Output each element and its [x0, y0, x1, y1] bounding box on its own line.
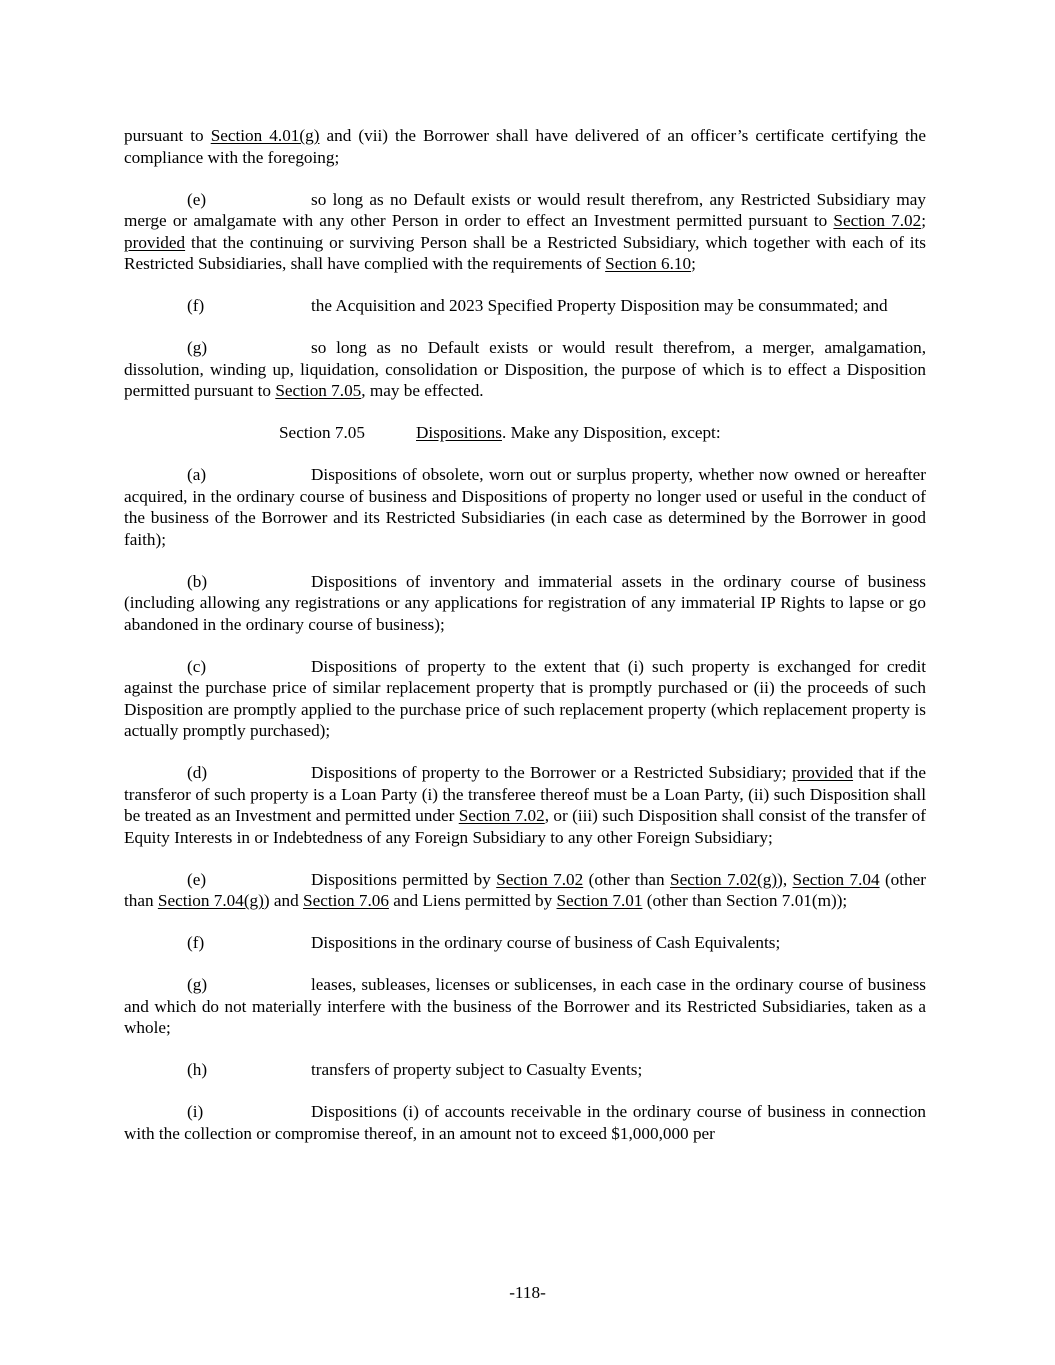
clause-label: (e) [187, 189, 207, 209]
clause-label: (b) [187, 571, 208, 591]
section-reference: Section 7.01 [556, 891, 643, 910]
clause-7-05-i: (i) Dispositions (i) of accounts receivable in the ordinary course of business in connection with the collection or compromise thereof, in an amount not to exceed $1,000,000 per [124, 1102, 926, 1143]
section-title: Dispositions [416, 423, 502, 442]
section-reference: Section 7.02 [496, 869, 584, 889]
clause-7-05-c: (c) Dispositions of property to the extent that (i) such property is exchanged for credit against the purchase price of similar replacement property that is promptly purchased or (ii) the proceeds of such Disposition are promptly applied to the purchase price of such replacement property (which replacement property is actually promptly purchased); [124, 656, 926, 740]
clause-7-05-e: (e) Dispositions permitted by Section 7.02 (other than Section 7.02(g)), Section 7.04 (other than Section 7.04(g)) and Section 7.06 and Liens permitted by Section 7.01 (other than Section 7.01(m)); [124, 869, 926, 910]
clause-7-05-a: (a) Dispositions of obsolete, worn out or surplus property, whether now owned or hereafter acquired, in the ordinary course of business and Dispositions of property no longer used or useful in the conduct of the business of the Borrower and its Restricted Subsidiaries (in each case as determined by the Borrower in good faith); [124, 465, 926, 549]
clause-label: (c) [187, 656, 207, 676]
section-reference: Section 4.01(g) [210, 126, 320, 145]
proviso-term: provided [124, 232, 186, 252]
section-reference: Section 7.02(g) [670, 869, 778, 889]
clause-label: (e) [187, 869, 207, 889]
clause-label: (d) [187, 763, 208, 782]
section-reference: Section 7.04 [792, 869, 880, 889]
continuation-paragraph: pursuant to Section 4.01(g) and (vii) the Borrower shall have delivered of an officer’s certificate certifying the compliance with the foregoing; [124, 126, 926, 167]
clause-label: (h) [187, 1060, 208, 1079]
clause-7-05-d: (d) Dispositions of property to the Borrower or a Restricted Subsidiary; provided that if the transferor of such property is a Loan Party (i) the transferee thereof must be a Loan Party, (ii) such Disposition shall be treated as an Investment and permitted under Section 7.02, or (iii) such Disposition shall consist of the transfer of Equity Interests in or Indebtedness of any Foreign Subsidiary to any other Foreign Subsidiary; [124, 763, 926, 847]
clause-7-05-b: (b) Dispositions of inventory and immaterial assets in the ordinary course of business (including allowing any registrations or any applications for registration of any immaterial IP Rights to lapse or go abandoned in the ordinary course of business); [124, 571, 926, 634]
clause-label: (f) [187, 933, 205, 952]
clause-7-05-g: (g) leases, subleases, licenses or sublicenses, in each case in the ordinary course of business and which do not materially interfere with the business of the Borrower and its Restricted Subsidiaries, taken as a whole; [124, 975, 926, 1037]
clause-7-04-g: (g) so long as no Default exists or would result therefrom, a merger, amalgamation, dissolution, winding up, liquidation, consolidation or Disposition, the purpose of which is to effect a Disposition permitted pursuant to Section 7.05, may be effected. [124, 338, 926, 400]
clause-label: (g) [187, 975, 208, 994]
section-reference: Section 7.06 [303, 891, 389, 910]
section-reference: Section 7.05 [275, 381, 362, 400]
section-number: Section 7.05 [279, 423, 365, 442]
clause-7-05-h: (h) transfers of property subject to Casualty Events; [187, 1060, 643, 1079]
proviso-term: provided [791, 763, 854, 782]
section-reference: Section 7.02 [833, 211, 922, 230]
clause-label: (f) [187, 296, 205, 315]
page-content [124, 125, 926, 1165]
section-reference: Section 7.04(g) [157, 891, 264, 910]
clause-label: (i) [187, 1102, 204, 1121]
clause-7-04-f: (f) the Acquisition and 2023 Specified Property Disposition may be consummated; and [187, 296, 888, 315]
page-number: -118- [509, 1283, 546, 1302]
section-reference: Section 6.10 [605, 254, 692, 273]
clause-7-05-f: (f) Dispositions in the ordinary course of business of Cash Equivalents; [187, 933, 781, 952]
clause-7-04-e: (e) so long as no Default exists or would result therefrom, any Restricted Subsidiary may merge or amalgamate with any other Person in order to effect an Investment permitted pursuant to Section 7.02; provided that the continuing or surviving Person shall be a Restricted Subsidiary, which together with each of its Restricted Subsidiaries, shall have complied with the requirements of Section 6.10; [124, 189, 926, 273]
section-heading: Section 7.05 Dispositions. Make any Disposition, except: [279, 423, 721, 442]
section-reference: Section 7.02 [458, 806, 545, 825]
clause-label: (a) [187, 465, 207, 484]
clause-label: (g) [187, 338, 208, 357]
